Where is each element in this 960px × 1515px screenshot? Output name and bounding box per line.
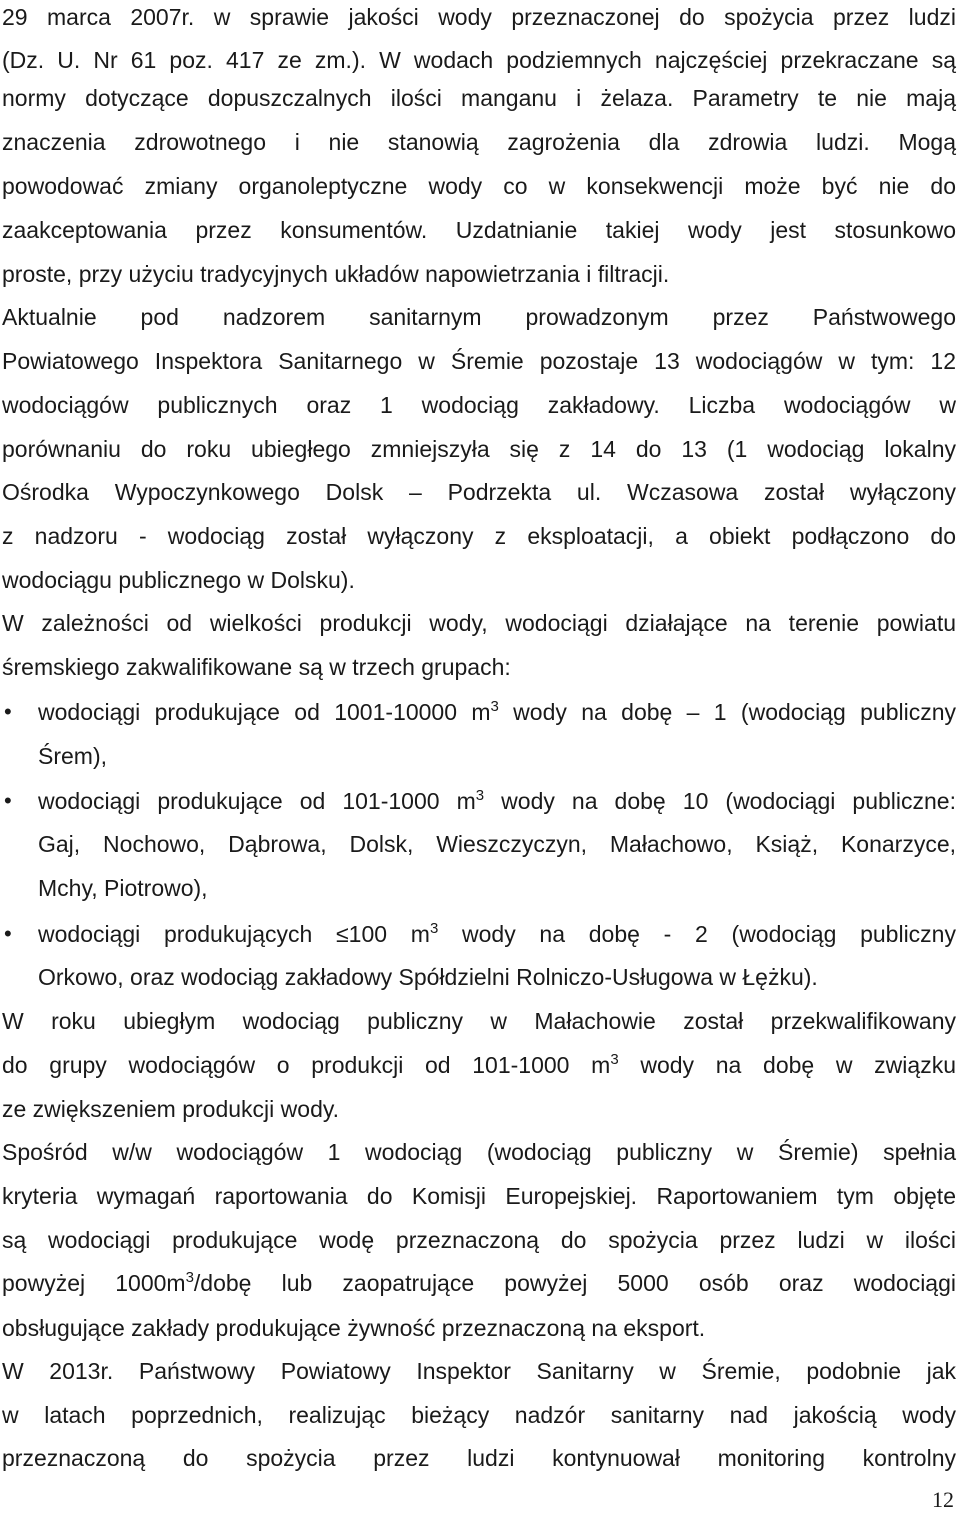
text-line: do grupy wodociągów o produkcji od 101-1000 $m^3$ wody na dobę w związku (2, 1051, 956, 1078)
text-line: (Dz. U. Nr 61 poz. 417 ze zm.). W wodach podziemnych najczęściej przekraczane są (2, 47, 956, 73)
text-line: kryteria wymagań raportowania do Komisji Europejskiej. Raportowaniem tym objęte (2, 1183, 956, 1209)
bullet-item-line: Orkowo, oraz wodociąg zakładowy Spółdzielni Rolniczo-Usługowa w Łężku). (38, 964, 818, 990)
text-line: powodować zmiany organoleptyczne wody co w konsekwencji może być nie do (2, 173, 956, 199)
text-line: z nadzoru - wodociąg został wyłączony z eksploatacji, a obiekt podłączono do (2, 523, 956, 549)
bullet-item-line: wodociągi produkujących ≤100 $m^3$ wody na dobę - 2 (wodociąg publiczny (38, 920, 956, 947)
bullet-item-line: Śrem), (38, 743, 107, 769)
text-line: przeznaczoną do spożycia przez ludzi kontynuował monitoring kontrolny (2, 1445, 956, 1471)
text-line: obsługujące zakłady produkujące żywność przeznaczoną na eksport. (2, 1315, 706, 1341)
text-line: śremskiego zakwalifikowane są w trzech grupach: (2, 654, 511, 680)
bullet-icon: • (4, 699, 12, 724)
text-line: Powiatowego Inspektora Sanitarnego w Śremie pozostaje 13 wodociągów w tym: 12 (2, 348, 956, 374)
text-line: W 2013r. Państwowy Powiatowy Inspektor Sanitarny w Śremie, podobnie jak (2, 1358, 956, 1384)
bullet-item-line: Gaj, Nochowo, Dąbrowa, Dolsk, Wieszczyczyn, Małachowo, Książ, Konarzyce, (38, 831, 956, 857)
bullet-item-line: wodociągi produkujące od 1001-10000 $m^3$ wody na dobę – 1 (wodociąg publiczny (38, 698, 956, 725)
text-line: 29 marca 2007r. w sprawie jakości wody przeznaczonej do spożycia przez ludzi (2, 4, 956, 30)
text-line: w latach poprzednich, realizując bieżący nadzór sanitarny nad jakością wody (2, 1402, 956, 1428)
text-line: W roku ubiegłym wodociąg publiczny w Małachowie został przekwalifikowany (2, 1008, 956, 1034)
text-line: normy dotyczące dopuszczalnych ilości manganu i żelaza. Parametry te nie mają (2, 85, 956, 111)
text-line: ze zwiększeniem produkcji wody. (2, 1096, 340, 1122)
text-line: porównaniu do roku ubiegłego zmniejszyła się z 14 do 13 (1 wodociąg lokalny (2, 436, 956, 462)
text-line: zaakceptowania przez konsumentów. Uzdatnianie takiej wody jest stosunkowo (2, 217, 956, 243)
text-line: znaczenia zdrowotnego i nie stanowią zagrożenia dla zdrowia ludzi. Mogą (2, 129, 956, 155)
bullet-icon: • (4, 921, 12, 946)
page-number: 12 (932, 1487, 954, 1512)
text-line: wodociągów publicznych oraz 1 wodociąg zakładowy. Liczba wodociągów w (2, 392, 956, 418)
text-line: Ośrodka Wypoczynkowego Dolsk – Podrzekta ul. Wczasowa został wyłączony (2, 479, 956, 505)
text-line: W zależności od wielkości produkcji wody, wodociągi działające na terenie powiatu (2, 610, 956, 636)
text-line: są wodociągi produkujące wodę przeznaczoną do spożycia przez ludzi w ilości (2, 1227, 956, 1253)
text-line: wodociągu publicznego w Dolsku). (2, 567, 355, 593)
text-line: proste, przy użyciu tradycyjnych układów napowietrzania i filtracji. (2, 261, 670, 287)
text-line: Spośród w/w wodociągów 1 wodociąg (wodociąg publiczny w Śremie) spełnia (2, 1139, 956, 1165)
text-line: Aktualnie pod nadzorem sanitarnym prowadzonym przez Państwowego (2, 304, 956, 330)
text-line: powyżej $1000m^3$/dobę lub zaopatrujące powyżej 5000 osób oraz wodociągi (2, 1269, 956, 1296)
bullet-item-line: Mchy, Piotrowo), (38, 875, 208, 901)
bullet-icon: • (4, 788, 12, 813)
bullet-item-line: wodociągi produkujące od 101-1000 $m^3$ wody na dobę 10 (wodociągi publiczne: (38, 787, 956, 814)
